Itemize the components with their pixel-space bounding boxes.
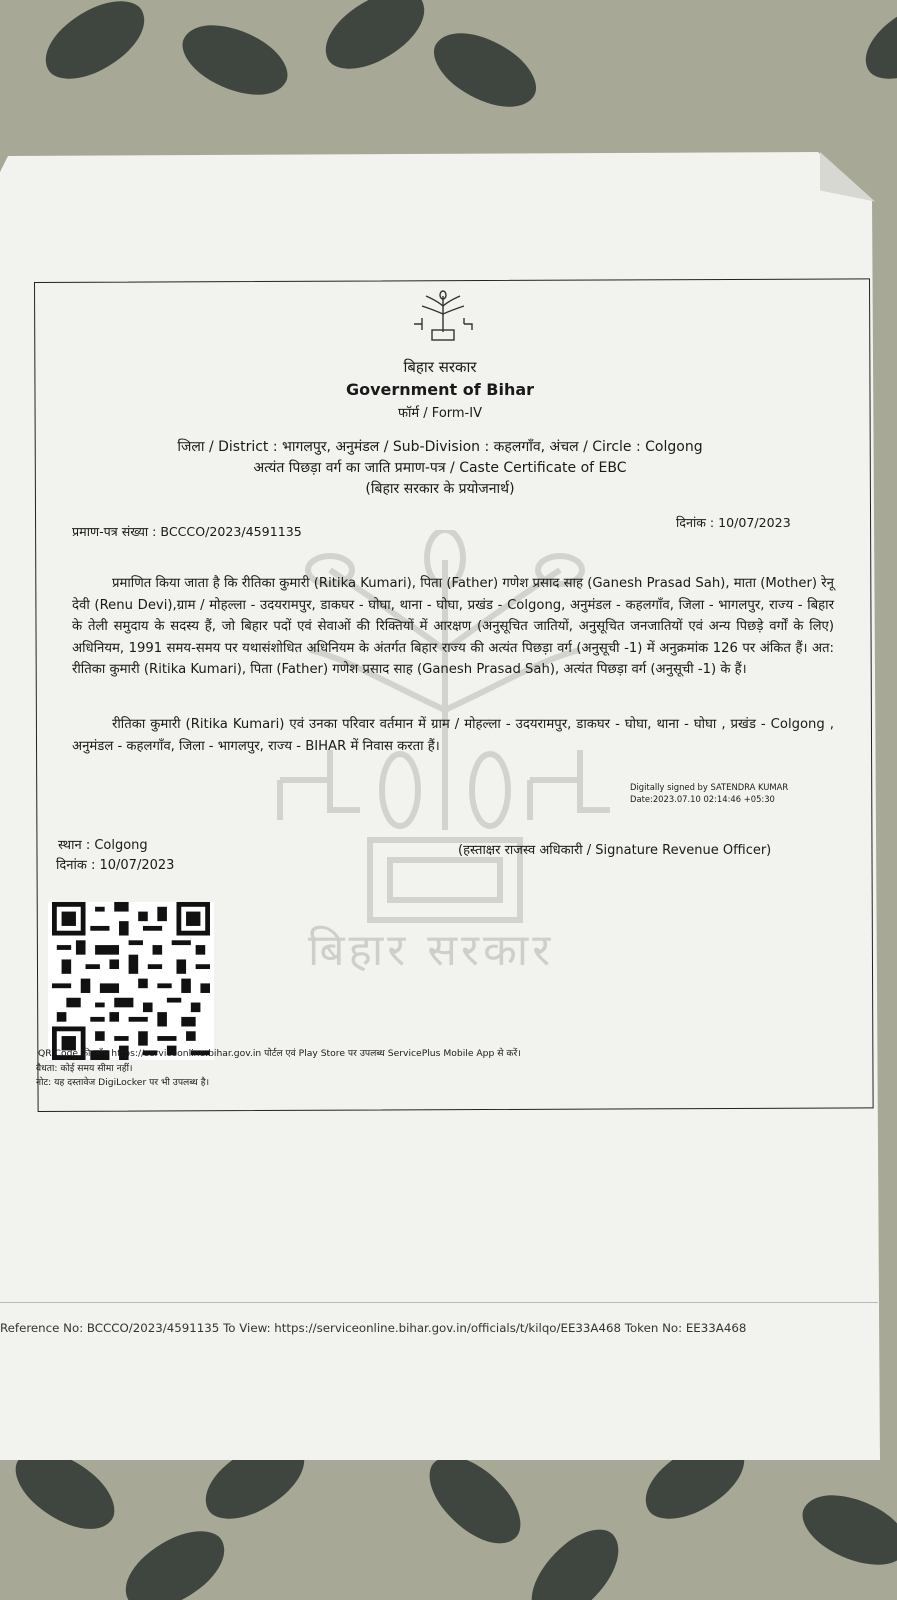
certificate-number: प्रमाण-पत्र संख्या : BCCCO/2023/4591135 [72, 524, 302, 539]
fabric-leaf [172, 7, 297, 114]
fabric-leaf [852, 0, 897, 90]
bottom-date: दिनांक : 10/07/2023 [56, 858, 175, 873]
fabric-leaf [312, 0, 437, 80]
fabric-leaf [112, 1520, 237, 1600]
certificate-title: अत्यंत पिछड़ा वर्ग का जाति प्रमाण-पत्र / Caste Certificate of EBC [253, 460, 627, 476]
qr-code-icon [48, 902, 214, 1060]
validity-note: वैधता: कोई समय सीमा नहीं। [36, 1063, 133, 1074]
form-number: फॉर्म / Form-IV [398, 406, 482, 421]
gov-title-english: Government of Bihar [345, 380, 535, 399]
issue-date: दिनांक : 10/07/2023 [676, 515, 791, 530]
watermark-text: बिहार सरकार [308, 925, 555, 976]
signature-label: (हस्ताक्षर राजस्व अधिकारी / Signature Revenue Officer) [458, 843, 772, 858]
footer-divider [0, 1302, 878, 1303]
qr-verification-note: QR Code की जाँच https://serviceonline.bihar.gov.in पोर्टल एवं Play Store पर उपलब्ध ServicePlus Mobile App से करें। [38, 1048, 521, 1059]
digilocker-note: नोट: यह दस्तावेज DigiLocker पर भी उपलब्ध है। [36, 1077, 210, 1088]
place-label: स्थान : Colgong [58, 838, 148, 853]
digital-signature-name: Digitally signed by SATENDRA KUMAR [630, 782, 789, 792]
fabric-leaf [792, 1477, 897, 1584]
fabric-leaf [32, 0, 157, 90]
certificate-body-paragraph-2: रीतिका कुमारी (Ritika Kumari) एवं उनका परिवार वर्तमान में ग्राम / मोहल्ला - उदयरामपुर, डाकघर - घोघा, थाना - घोघा , प्रखंड - Colgong , अनुमंडल - कहलगाँव, जिला - भागलपुर, राज्य - BIHAR में निवास करता हैं। [72, 717, 834, 754]
fabric-leaf [514, 1517, 637, 1600]
district-line: जिला / District : भागलपुर, अनुमंडल / Sub-Division : कहलगाँव, अंचल / Circle : Colgong [177, 439, 703, 455]
digital-signature-date: Date:2023.07.10 02:14:46 +05:30 [630, 794, 775, 804]
bihar-emblem-icon [412, 290, 474, 342]
certificate-body-paragraph-1: प्रमाणित किया जाता है कि रीतिका कुमारी (Ritika Kumari), पिता (Father) गणेश प्रसाद साह (Ganesh Prasad Sah), माता (Mother) रेनू देवी (Renu Devi),ग्राम / मोहल्ला - उदयरामपुर, डाकघर - घोघा, थाना - घोघा, प्रखंड - Colgong, अनुमंडल - कहलगाँव, जिला - भागलपुर, राज्य - बिहार के तेली समुदाय के सदस्य हैं, जो बिहार पदों एवं सेवाओं की रिक्तियों में आरक्षण (अनुसूचित जातियों, अनुसूचित जनजातियों एवं अन्य पिछड़े वर्गों के लिए) अधिनियम, 1991 समय-समय पर यथासंशोधित अधिनियम के अंतर्गत बिहार राज्य की अत्यंत पिछड़ा वर्ग (अनुसूची -1) में अनुक्रमांक 126 पर अंकित हैं। अत: रीतिका कुमारी (Ritika Kumari), पिता (Father) गणेश प्रसाद साह (Ganesh Prasad Sah), अत्यंत पिछड़ा वर्ग (अनुसूची -1) के हैं। [72, 576, 834, 677]
gov-title-hindi: बिहार सरकार [403, 358, 477, 376]
fabric-leaf [423, 14, 548, 126]
certificate-purpose: (बिहार सरकार के प्रयोजनार्थ) [365, 481, 515, 497]
footer-reference: Reference No: BCCCO/2023/4591135 To View: https://serviceonline.bihar.gov.in/officials/t/kilqo/EE33A468 Token No: EE33A468 [0, 1321, 747, 1335]
